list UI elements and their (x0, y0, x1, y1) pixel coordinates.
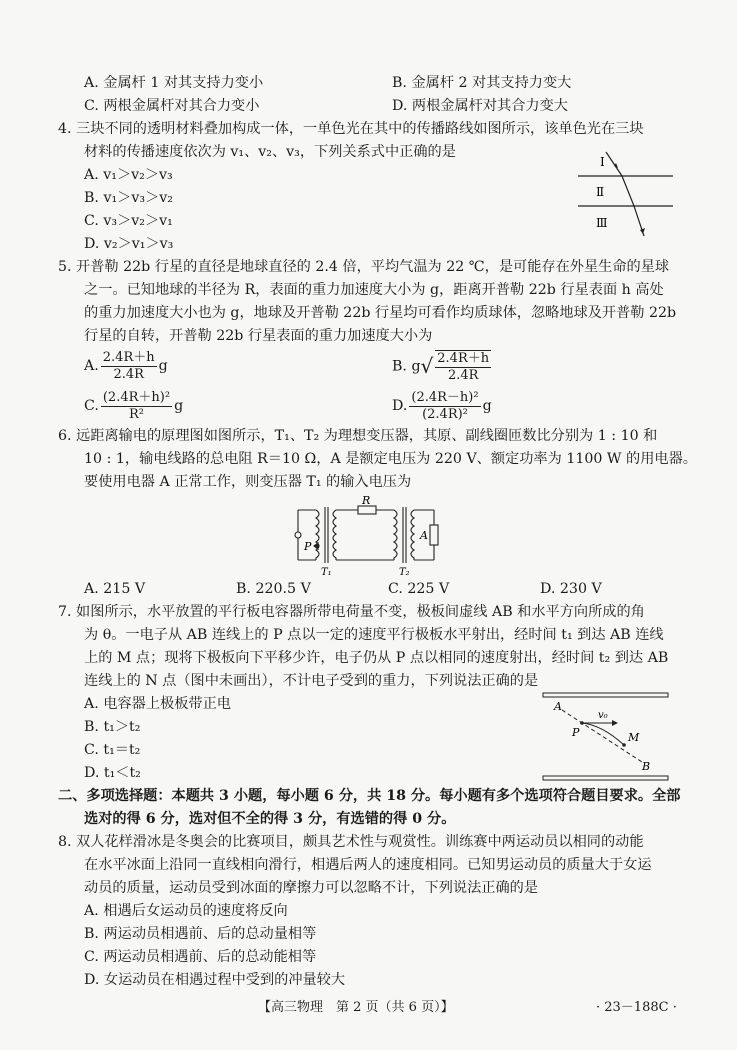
q6-option-b: B. 220.5 V (236, 581, 311, 597)
q7-line3: 上的 M 点；现将下极板向下平移少许，电子仍从 P 点以相同的速度射出，经时间 t₂ 到达 AB (84, 650, 669, 666)
q7-fig-label-m: M (628, 731, 640, 744)
page-footer-code: · 23－188C · (596, 1000, 677, 1015)
q8-option-a: A. 相遇后女运动员的速度将反向 (84, 903, 288, 919)
q6-line3: 要使用电器 A 正常工作，则变压器 T₁ 的输入电压为 (84, 474, 412, 490)
q5-option-a: A. $\frac{2.4R+h}{2.4R}$ g (84, 350, 168, 382)
option-b-prev: B. 金属杆 2 对其支持力变大 (392, 75, 572, 91)
q7-line1: 7. 如图所示，水平放置的平行板电容器所带电荷量不变，极板间虚线 AB 和水平方向所成的角 (58, 604, 645, 620)
q6-fig-label-r: R (362, 495, 371, 507)
q6-fig-label-t2: T₂ (399, 567, 410, 577)
q8-line3: 动员的质量，运动员受到冰面的摩擦力可以忽略不计，下列说法正确的是 (84, 880, 539, 896)
q7-fig-label-p: P (572, 726, 580, 739)
q8-option-d: D. 女运动员在相遇过程中受到的冲量较大 (84, 972, 346, 988)
q7-fig-label-v0: v₀ (598, 710, 608, 721)
q7-fig-label-b: B (642, 760, 651, 773)
q7-option-c: C. t₁＝t₂ (84, 742, 141, 758)
option-c-prev: C. 两根金属杆对其合力变小 (84, 98, 260, 114)
q6-option-c: C. 225 V (388, 581, 450, 597)
q6-fig-label-a: A (420, 529, 428, 542)
q6-line1: 6. 远距离输电的原理图如图所示，T₁、T₂ 为理想变压器，其原、副线圈匝数比分别为 1 : 10 和 (58, 428, 658, 444)
q5-line3: 的重力加速度大小也为 g，地球及开普勒 22b 行星均可看作均质球体，忽略地球及开普勒 22b (84, 305, 677, 321)
q4-light-path-figure (578, 146, 673, 246)
page-footer-center: 【高三物理 第 2 页（共 6 页）】 (258, 1000, 454, 1015)
q4-option-d: D. v₂＞v₁＞v₃ (84, 236, 174, 252)
q5-line1: 5. 开普勒 22b 行星的直径是地球直径的 2.4 倍，平均气温为 22 ℃，是可能存在外星生命的星球 (58, 259, 670, 275)
q8-line2: 在水平冰面上沿同一直线相向滑行，相遇后两人的速度相同。已知男运动员的质量大于女运 (84, 857, 652, 873)
q7-option-a: A. 电容器上极板带正电 (84, 696, 231, 712)
q6-transmission-circuit-figure (288, 495, 448, 577)
q4-option-b: B. v₁＞v₃＞v₂ (84, 190, 173, 206)
q8-option-c: C. 两运动员相遇前、后的总动能相等 (84, 949, 317, 965)
q7-fig-label-a: A (554, 700, 562, 713)
q8-option-b: B. 两运动员相遇前、后的总动量相等 (84, 926, 317, 942)
option-a-prev: A. 金属杆 1 对其支持力变小 (84, 75, 264, 91)
q4-line1: 4. 三块不同的透明材料叠加构成一体，一单色光在其中的传播路线如图所示，该单色光在三块 (58, 121, 644, 137)
q7-option-d: D. t₁＜t₂ (84, 765, 141, 781)
q6-fig-label-p: P (304, 540, 312, 553)
q4-fig-label-1: Ⅰ (600, 155, 605, 169)
option-d-prev: D. 两根金属杆对其合力变大 (392, 98, 568, 114)
q4-option-a: A. v₁＞v₂＞v₃ (84, 167, 173, 183)
q6-line2: 10 : 1，输电线路的总电阻 R＝10 Ω，A 是额定电压为 220 V、额定功率为 1100 W 的用电器。 (84, 451, 697, 467)
q4-line2: 材料的传播速度依次为 v₁、v₂、v₃，下列关系式中正确的是 (84, 144, 456, 160)
q7-capacitor-figure (538, 690, 673, 790)
section2-heading-line1: 二、多项选择题：本题共 3 小题，每小题 6 分，共 18 分。每小题有多个选项符合题目要求。全部 (58, 788, 681, 804)
q5-line2: 之一。已知地球的半径为 R，表面的重力加速度大小为 g，距离开普勒 22b 行星表面 h 高处 (84, 282, 664, 298)
q5-option-d: D. $\frac{\text{(2.4R－h)²}}{\text{(2.4R)²}}$ g (392, 390, 492, 422)
q7-line4: 连线上的 N 点（图中未画出），不计电子受到的重力，下列说法正确的是 (84, 673, 539, 689)
q7-line2: 为 θ。一电子从 AB 连线上的 P 点以一定的速度平行极板水平射出，经时间 t₁ 到达 AB 连线 (84, 627, 664, 643)
q8-line1: 8. 双人花样滑冰是冬奥会的比赛项目，颇具艺术性与观赏性。训练赛中两运动员以相同的动能 (58, 834, 644, 850)
q4-option-c: C. v₃＞v₂＞v₁ (84, 213, 173, 229)
q5-option-b: B. g√ $\frac{2.4R+h}{2.4R}$ (392, 351, 490, 383)
q6-option-a: A. 215 V (84, 581, 146, 597)
q5-line4: 行星的自转，开普勒 22b 行星表面的重力加速度大小为 (84, 328, 433, 344)
q6-option-d: D. 230 V (540, 581, 602, 597)
q4-fig-label-3: Ⅲ (596, 216, 608, 230)
q6-fig-label-t1: T₁ (321, 567, 332, 577)
section2-heading-line2: 选对的得 6 分，选对但不全的得 3 分，有选错的得 0 分。 (84, 811, 456, 827)
q4-fig-label-2: Ⅱ (596, 185, 605, 199)
q5-option-c: C. $\frac{\text{(2.4R＋h)²}}{\text{R²}}$ g (84, 390, 184, 422)
q7-option-b: B. t₁＞t₂ (84, 719, 141, 735)
